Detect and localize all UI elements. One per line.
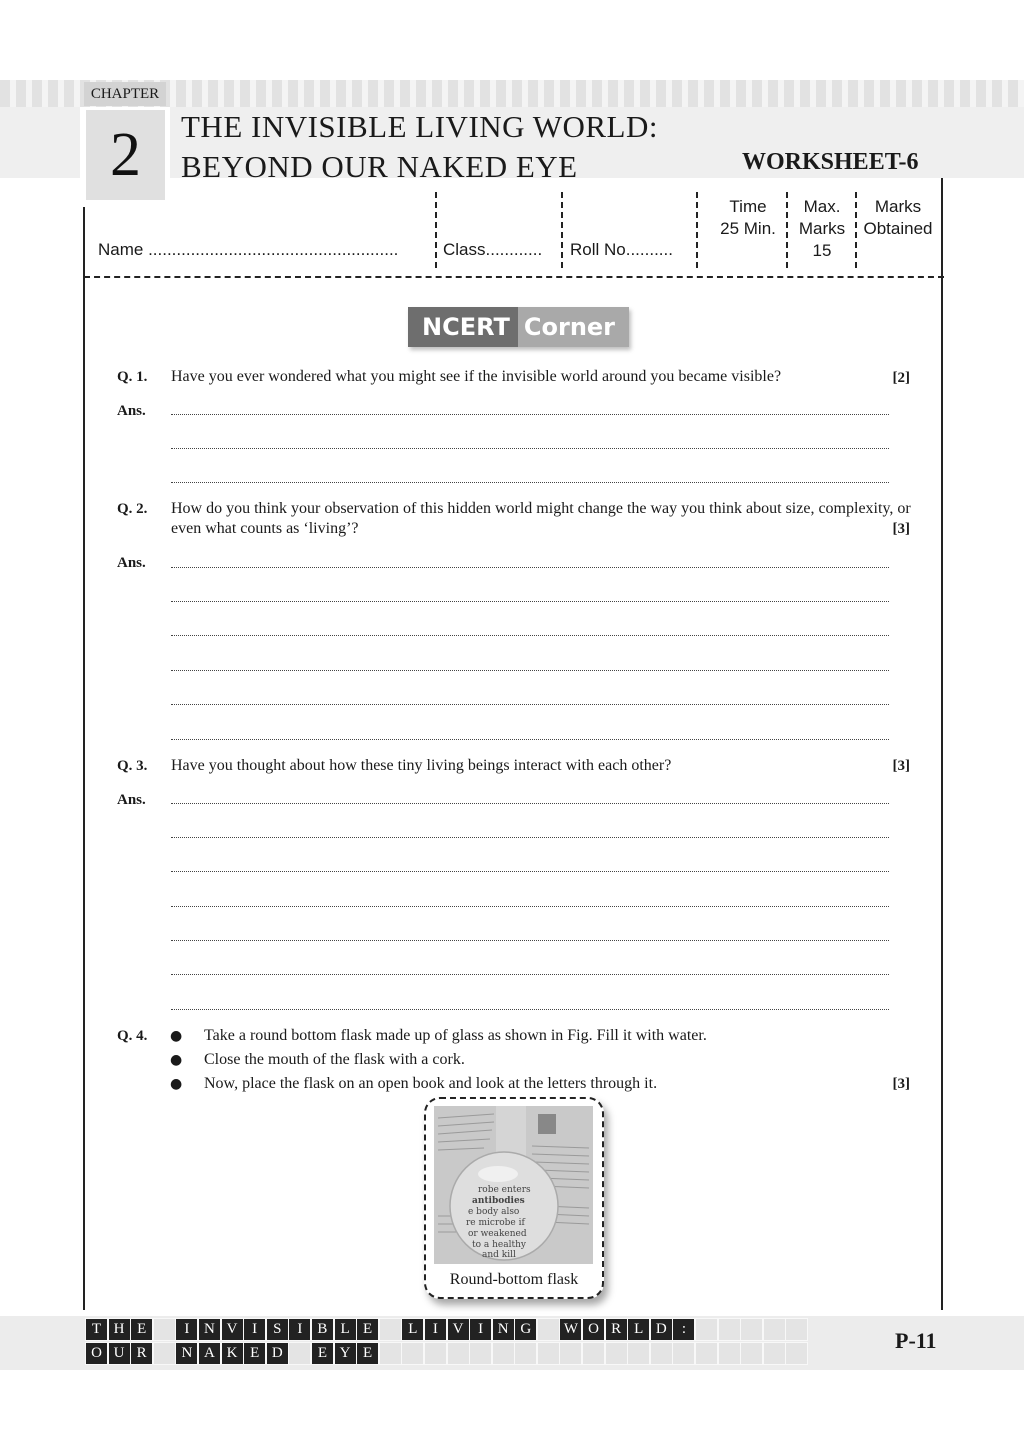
answer-line[interactable] [171,635,889,636]
info-separator [855,192,857,268]
answer-label: Ans. [117,403,146,419]
footer-letter-cell: I [289,1319,310,1340]
time-value: 25 Min. [720,219,776,238]
footer-empty-cell [425,1343,446,1364]
footer-letter-cell: I [176,1319,197,1340]
footer-empty-cell [741,1319,762,1340]
answer-line[interactable] [171,803,889,804]
footer-letter-cell: G [515,1319,536,1340]
chapter-title-line2: BEYOND OUR NAKED EYE [181,149,578,184]
footer-empty-cell [696,1319,717,1340]
footer-letter-cell: N [493,1319,514,1340]
question-text: Have you ever wondered what you might see if the invisible world around you became visible? [171,368,782,385]
footer-empty-cell [154,1319,175,1340]
name-field[interactable]: Name ..................................................... [98,240,399,259]
info-separator [435,192,437,268]
marks-obtained-box[interactable] [858,196,938,240]
instruction-text: Take a round bottom flask made up of glass as shown in Fig. Fill it with water. [204,1027,707,1044]
question-marks: [2] [892,370,910,386]
answer-label: Ans. [117,792,146,808]
footer-letter-cell: K [222,1343,243,1364]
question-text: Have you thought about how these tiny living beings interact with each other? [171,757,672,774]
instruction-text: Now, place the flask on an open book and look at the letters through it. [204,1075,658,1092]
answer-line[interactable] [171,906,889,907]
answer-line[interactable] [171,837,889,838]
svg-text:antibodies: antibodies [472,1196,525,1206]
footer-letter-cell: I [470,1319,491,1340]
footer-empty-cell [606,1343,627,1364]
footer-empty-cell [538,1343,559,1364]
footer-empty-cell [560,1343,581,1364]
answer-line[interactable] [171,940,889,941]
class-field[interactable]: Class............ [443,240,543,259]
roll-number-field[interactable]: Roll No.......... [570,240,673,259]
magnified-text [466,1185,531,1260]
svg-text:and kill: and kill [482,1250,516,1260]
footer-letter-cell: O [86,1343,107,1364]
footer-empty-cell [583,1343,604,1364]
question-marks: [3] [892,758,910,774]
footer-letter-cell: L [628,1319,649,1340]
footer-letter-cell: L [402,1319,423,1340]
footer-empty-cell [289,1343,310,1364]
answer-line[interactable] [171,482,889,483]
answer-line[interactable] [171,567,889,568]
footer-letter-cell: E [357,1343,378,1364]
info-separator [696,192,698,268]
footer-empty-cell [719,1319,740,1340]
left-border [83,207,85,1310]
instruction-text: Close the mouth of the flask with a cork. [204,1051,465,1068]
answer-line[interactable] [171,601,889,602]
corner-label: Corner [518,307,629,347]
svg-text:e body also: e body also [468,1207,520,1217]
marks-obtained-label1: Marks [874,197,922,216]
footer-letter-cell: L [335,1319,356,1340]
page-number: P-11 [895,1328,937,1353]
footer-letter-cell: N [176,1343,197,1364]
footer-letter-cell: O [583,1319,604,1340]
footer-letter-cell: I [425,1319,446,1340]
footer-empty-cell [154,1343,175,1364]
question-number: Q. 4. [117,1028,148,1044]
time-box [700,196,796,240]
figure-round-bottom-flask [424,1097,604,1299]
footer-letter-cell: Y [335,1343,356,1364]
footer-empty-cell [719,1343,740,1364]
question-number: Q. 2. [117,501,148,517]
footer-letter-cell: E [244,1343,265,1364]
max-marks-box [790,196,854,262]
footer-letter-grid [86,1319,807,1364]
footer-letter-cell: U [109,1343,130,1364]
answer-line[interactable] [171,704,889,705]
bullet-icon: ● [170,1028,183,1044]
right-border [941,178,943,1310]
answer-line[interactable] [171,670,889,671]
answer-line[interactable] [171,448,889,449]
footer-empty-cell [493,1343,514,1364]
question-number: Q. 3. [117,758,148,774]
footer-letter-cell: E [357,1319,378,1340]
footer-empty-cell [538,1319,559,1340]
figure-caption: Round-bottom flask [449,1271,579,1288]
max-marks-label2: Marks [798,219,846,238]
footer-letter-cell: W [560,1319,581,1340]
answer-line[interactable] [171,871,889,872]
footer-letter-cell: E [312,1343,333,1364]
footer-letter-cell: D [267,1343,288,1364]
answer-line[interactable] [171,739,889,740]
footer-empty-cell [786,1343,807,1364]
answer-line[interactable] [171,414,889,415]
svg-text:to a healthy: to a healthy [472,1240,526,1250]
footer-empty-cell [741,1343,762,1364]
footer-letter-cell: R [606,1319,627,1340]
footer-empty-cell [470,1343,491,1364]
svg-text:re microbe if: re microbe if [466,1218,525,1228]
chapter-title [181,107,658,187]
header-band-left [0,107,80,178]
info-divider [84,276,944,278]
bullet-icon: ● [170,1076,183,1092]
footer-empty-cell [651,1343,672,1364]
footer-letter-cell: R [131,1343,152,1364]
footer-empty-cell [402,1343,423,1364]
ncert-corner-badge [408,307,629,347]
chapter-number: 2 [86,110,165,200]
footer-letter-cell: H [109,1319,130,1340]
footer-empty-cell [380,1319,401,1340]
footer-empty-cell [448,1343,469,1364]
answer-label: Ans. [117,555,146,571]
footer-letter-cell: N [199,1319,220,1340]
worksheet-label: WORKSHEET-6 [742,149,919,175]
answer-line[interactable] [171,974,889,975]
footer-empty-cell [628,1343,649,1364]
bullet-icon: ● [170,1052,183,1068]
footer-letter-cell: E [131,1319,152,1340]
footer-letter-cell: A [199,1343,220,1364]
chapter-label: CHAPTER [84,82,166,106]
question-marks: [3] [892,521,910,537]
flask-on-book-image [434,1106,593,1264]
flask-photo [434,1106,593,1264]
max-marks-label1: Max. [803,197,841,216]
max-marks-value: 15 [812,241,832,260]
footer-empty-cell [764,1343,785,1364]
footer-empty-cell [515,1343,536,1364]
svg-text:or weakened: or weakened [468,1229,527,1239]
question-marks: [3] [892,1076,910,1092]
footer-letter-cell: : [673,1319,694,1340]
time-label: Time [729,197,767,216]
footer-empty-cell [673,1343,694,1364]
footer-letter-cell: V [448,1319,469,1340]
footer-letter-cell: V [222,1319,243,1340]
svg-text:robe enters: robe enters [478,1185,531,1195]
footer-letter-cell: B [312,1319,333,1340]
info-separator [561,192,563,268]
marks-obtained-label2: Obtained [863,219,933,238]
chapter-title-line1: THE INVISIBLE LIVING WORLD: [181,109,658,144]
footer-empty-cell [696,1343,717,1364]
footer-empty-cell [764,1319,785,1340]
footer-empty-cell [380,1343,401,1364]
footer-letter-cell: S [267,1319,288,1340]
footer-letter-cell: D [651,1319,672,1340]
ncert-label: NCERT [408,307,518,347]
question-number: Q. 1. [117,369,148,385]
footer-empty-cell [786,1319,807,1340]
question-text: How do you think your observation of this hidden world might change the way you think about size, complexity, or even what counts as ‘living’? [171,500,911,537]
footer-letter-cell: T [86,1319,107,1340]
answer-line[interactable] [171,1009,889,1010]
footer-letter-cell: I [244,1319,265,1340]
